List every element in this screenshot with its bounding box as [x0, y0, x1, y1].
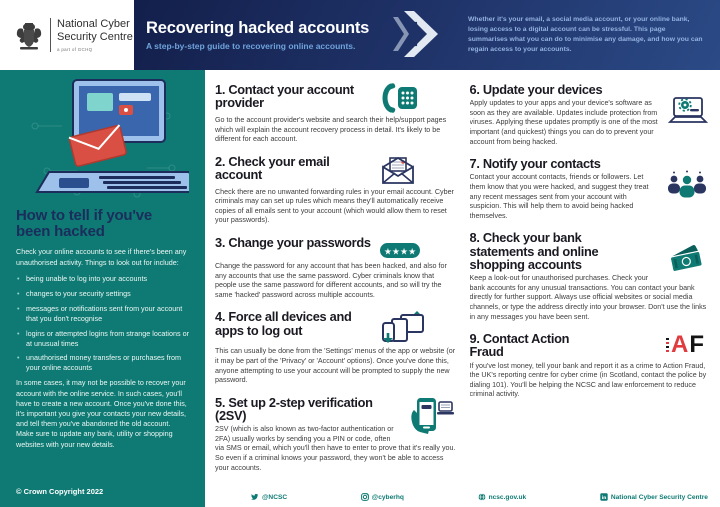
step-9 [470, 332, 711, 400]
steps-column-1 [215, 83, 456, 507]
footer-label: @NCSC [262, 493, 288, 501]
step-8 [470, 231, 711, 322]
list-item: • logins or attempted logins from strange locations or at unusual times [16, 329, 189, 349]
step-3 [215, 236, 456, 300]
hacked-signs-list [16, 274, 189, 374]
ncsc-logo-text [50, 18, 133, 53]
sidebar [0, 70, 205, 507]
step-body: Go to the account provider's website and search their help/support pages which will explain the account recovery process in detail. It's likely to be different for each account. [215, 116, 447, 144]
footer-linkedin-link[interactable] [600, 493, 708, 501]
footer-label: @cyberhq [371, 493, 404, 501]
sidebar-heading: How to tell if you've been hacked [16, 207, 153, 241]
svg-text:in: in [601, 496, 607, 501]
step-title: 3. Change your passwords [215, 236, 371, 251]
phone-2sv-icon [408, 396, 454, 436]
step-title: 6. Update your devices [469, 83, 603, 97]
logo-line2: Security Centre [57, 30, 133, 43]
password-pill-icon [379, 242, 421, 259]
step-body: Check there are no unwanted forwarding rules in your email account. Cyber criminals may can set up rules which means they'll automatically receive copies of all emails sent to your account (which would allow them to reset your passwords). [215, 187, 454, 225]
footer-social-bar [250, 493, 708, 501]
step-title: 1. Contact your account provider [215, 83, 354, 111]
header [0, 0, 720, 70]
linkedin-icon [600, 493, 608, 501]
sidebar-outro: In some cases, it may not be possible to recover your account with the online service. In such cases, you'll have to create a new account. Once you've done this, it's important you give your contacts your new details, and tell them you've abandoned the old account. Make sure to update any bank, utility or shopping websites with your new details. [16, 378, 187, 449]
step-4 [215, 310, 456, 385]
step-body: If you've lost money, tell your bank and report it as a crime to Action Fraud, the UK's reporting centre for cyber crime (in Scotland, contact the police by dialing 101). You'll be helping the NCSC and law enforcement to reduce criminal activity. [469, 361, 707, 399]
step-body: This can usually be done from the 'Settings' menus of the app or website (or it may be part of the 'Privacy' or 'Account' options). Once you've done this, anyone attempting to use your account will be prompted to supply the new password. [215, 347, 456, 385]
envelope-icon [381, 155, 415, 185]
devices-logout-icon [381, 310, 425, 344]
list-item: • changes to your security settings [16, 289, 189, 299]
header-banner [134, 0, 720, 70]
laptop-update-icon [668, 96, 708, 126]
circuit-chevron-icon [392, 9, 458, 61]
header-intro-text: Whether it's your email, a social media account, or your online bank, losing access to a digital account can be stressful. This page summarises what you can do to minimise any damage, and how you can regain access to your accounts. [468, 16, 703, 53]
list-item: • messages or notifications sent from your account that you don't recognise [16, 304, 189, 324]
step-body: Contact your account contacts, friends or followers. Let them know that you were hacked, and suggest they treat any recent messages sent from your account with suspicion. This will help them to avoid being hacked themselves. [469, 173, 649, 220]
logo-line1: National Cyber [57, 17, 130, 30]
footer-instagram-link[interactable] [361, 493, 404, 501]
svg-text:★★★★: ★★★★ [383, 247, 416, 258]
footer-twitter-link[interactable] [250, 493, 287, 501]
step-2 [215, 155, 456, 226]
list-item: • being unable to log into your accounts [16, 274, 189, 284]
step-title: 2. Check your email account [215, 154, 330, 183]
main-content [205, 70, 720, 507]
contacts-group-icon [666, 170, 708, 200]
step-title: 9. Contact Action Fraud [469, 332, 570, 360]
step-title: 4. Force all devices and apps to log out [215, 310, 352, 338]
step-body: Change the password for any account that has been hacked, and also for any accounts that use the same password. Cyber criminals know that people use the same password for different accounts, and so will try the same 'hacked' password across multiple accounts. [215, 262, 447, 299]
copyright: © Crown Copyright 2022 [16, 487, 104, 496]
ncsc-logo [0, 0, 134, 70]
footer-label: National Cyber Security Centre [610, 493, 708, 501]
step-7 [470, 157, 711, 221]
sidebar-intro: Check your online accounts to see if there's been any unauthorised activity. Things to look out for include: [16, 247, 187, 267]
twitter-icon [250, 493, 259, 501]
page-title: Recovering hacked accounts [146, 19, 370, 37]
header-title-block [134, 19, 382, 51]
action-fraud-logo [666, 332, 704, 359]
footer-website-link[interactable] [478, 493, 527, 501]
globe-icon [478, 493, 486, 501]
list-item: • unauthorised money transfers or purchases from your online accounts [16, 353, 189, 373]
step-body: Apply updates to your apps and your device's software as soon as they are available. Updates include protection from viruses. Applying these updates promptly is one of the most important (and quickest) things you can do to prevent your account from being hacked. [469, 99, 658, 146]
instagram-icon [361, 493, 369, 501]
phone-icon [381, 83, 419, 113]
banknotes-icon [664, 241, 708, 275]
page-subtitle: A step-by-step guide to recovering online accounts. [146, 41, 356, 51]
footer-label: ncsc.gov.uk [488, 493, 527, 501]
af-dots [666, 338, 669, 353]
af-letter-f: F [689, 332, 704, 359]
ncsc-crest-icon [14, 19, 44, 51]
step-body: Keep a look-out for unauthorised purchases. Check your bank accounts for any unusual transactions. You can contact your bank directly for further support. Always use official websites or social media channels, or type the address directly into your browser. Don't use the links in any messages you have been sent. [469, 274, 707, 321]
af-letter-a: A [670, 332, 688, 359]
steps-column-2 [470, 83, 711, 507]
step-title: 8. Check your bank statements and online shopping accounts [469, 231, 599, 272]
laptop-phishing-illustration [17, 76, 189, 204]
step-1 [215, 83, 456, 145]
step-5 [215, 396, 456, 473]
step-6 [470, 83, 711, 147]
step-title: 7. Notify your contacts [469, 157, 601, 172]
step-title: 5. Set up 2-step verification (2SV) [215, 395, 373, 423]
logo-tagline: a part of GCHQ [57, 46, 93, 52]
step-body: 2SV (which is also known as two-factor authentication or 2FA) usually works by sending you a PIN or code, often via SMS or email, which you'll then have to enter to prove that it's really you. So even if a criminal knows your password, they won't be able to access your accounts. [215, 425, 456, 472]
chevron-graphic-wrap [382, 9, 468, 61]
